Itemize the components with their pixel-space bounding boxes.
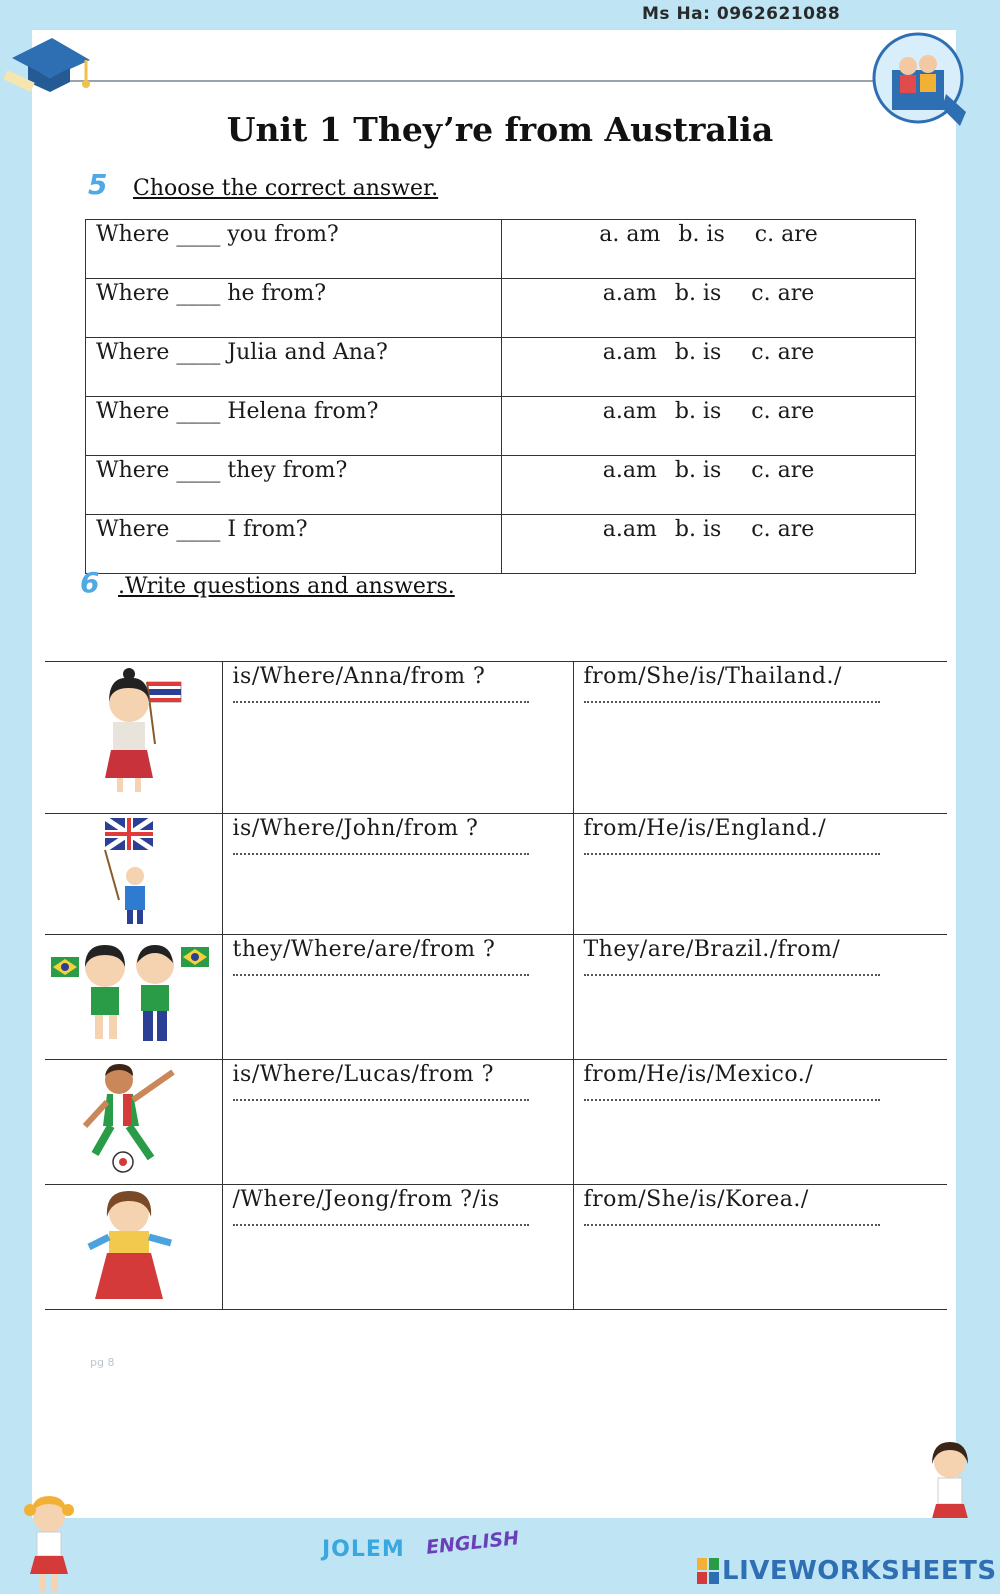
english-brand: ENGLISH [425, 1527, 521, 1559]
teacher-contact: Ms Ha: 0962621088 [642, 4, 841, 24]
table-row [45, 1060, 947, 1185]
section-6-number: 6 [80, 566, 100, 599]
options-cell [502, 279, 916, 338]
table-row [86, 397, 916, 456]
scrambled-question: is/Where/Anna/from ? [232, 664, 486, 689]
scrambled-question: is/Where/John/from ? [232, 816, 479, 841]
choice-table [85, 219, 916, 574]
answer-line[interactable] [584, 962, 880, 976]
table-row [86, 220, 916, 279]
table-row [86, 456, 916, 515]
section-6-instruction: .Write questions and answers. [118, 574, 455, 599]
page-title: Unit 1 They’re from Australia [226, 110, 774, 149]
option-a[interactable]: a.am [602, 458, 657, 483]
scrambled-question: they/Where/are/from ? [232, 937, 496, 962]
option-a[interactable]: a. am [599, 222, 661, 247]
scrambled-answer: from/She/is/Korea./ [583, 1187, 809, 1212]
question-cell: Where ____ he from? [86, 279, 502, 338]
table-row [86, 279, 916, 338]
scrambled-answer: from/She/is/Thailand./ [583, 664, 842, 689]
answer-cell [573, 1185, 947, 1310]
answer-line[interactable] [584, 689, 880, 703]
picture-cell [45, 935, 222, 1060]
option-a[interactable]: a.am [602, 281, 657, 306]
table-row [86, 338, 916, 397]
option-c[interactable]: c. are [751, 517, 815, 542]
scrambled-question: /Where/Jeong/from ?/is [232, 1187, 500, 1212]
answer-line[interactable] [233, 1087, 529, 1101]
answer-cell [573, 935, 947, 1060]
option-c[interactable]: c. are [751, 399, 815, 424]
scrambled-answer: from/He/is/England./ [583, 816, 827, 841]
schoolgirl-left-icon [18, 1494, 80, 1594]
table-row [45, 1185, 947, 1310]
table-row [45, 662, 947, 814]
mexico-soccer-player-icon [47, 1062, 217, 1176]
answer-line[interactable] [233, 962, 529, 976]
table-row [86, 515, 916, 574]
answer-line[interactable] [584, 841, 880, 855]
option-b[interactable]: b. is [674, 458, 722, 483]
korean-girl-hanbok-icon [47, 1187, 217, 1301]
picture-cell [45, 814, 222, 935]
question-cell: Where ____ Helena from? [86, 397, 502, 456]
scrambled-answer: They/are/Brazil./from/ [583, 937, 841, 962]
option-c[interactable]: c. are [751, 281, 815, 306]
question-cell [222, 662, 573, 814]
question-cell: Where ____ they from? [86, 456, 502, 515]
section-5-number: 5 [88, 168, 108, 201]
option-a[interactable]: a.am [602, 340, 657, 365]
liveworksheets-brand[interactable]: LIVEWORKSHEETS [722, 1556, 997, 1586]
answer-cell [573, 662, 947, 814]
answer-line[interactable] [233, 1212, 529, 1226]
answer-line[interactable] [233, 841, 529, 855]
answer-line[interactable] [584, 1212, 880, 1226]
options-cell [502, 220, 916, 279]
answer-line[interactable] [233, 689, 529, 703]
question-cell [222, 1185, 573, 1310]
liveworksheets-logo-icon [697, 1558, 719, 1584]
question-cell [222, 935, 573, 1060]
table-row [45, 814, 947, 935]
option-c[interactable]: c. are [754, 222, 818, 247]
options-cell [502, 456, 916, 515]
picture-cell [45, 1185, 222, 1310]
option-a[interactable]: a.am [602, 399, 657, 424]
question-cell: Where ____ you from? [86, 220, 502, 279]
write-table [45, 661, 947, 1310]
options-cell [502, 515, 916, 574]
answer-cell [573, 1060, 947, 1185]
option-b[interactable]: b. is [674, 399, 722, 424]
question-cell: Where ____ I from? [86, 515, 502, 574]
picture-cell [45, 1060, 222, 1185]
boy-with-uk-flag-icon [47, 816, 217, 926]
option-a[interactable]: a.am [602, 517, 657, 542]
options-cell [502, 338, 916, 397]
picture-cell [45, 662, 222, 814]
top-rule [32, 80, 900, 82]
question-cell [222, 1060, 573, 1185]
option-b[interactable]: b. is [674, 517, 722, 542]
option-b[interactable]: b. is [674, 340, 722, 365]
answer-cell [573, 814, 947, 935]
option-c[interactable]: c. are [751, 458, 815, 483]
section-5-instruction: Choose the correct answer. [133, 176, 439, 201]
thai-girl-with-flag-icon [47, 664, 217, 804]
answer-line[interactable] [584, 1087, 880, 1101]
option-c[interactable]: c. are [751, 340, 815, 365]
scrambled-question: is/Where/Lucas/from ? [232, 1062, 494, 1087]
graduation-cap-icon [4, 30, 94, 100]
option-b[interactable]: b. is [678, 222, 725, 247]
page-mark: pg 8 [90, 1356, 115, 1369]
jolem-brand: JOLEM [322, 1537, 405, 1562]
brazil-kids-with-flags-icon [47, 937, 217, 1051]
option-b[interactable]: b. is [674, 281, 722, 306]
scrambled-answer: from/He/is/Mexico./ [583, 1062, 814, 1087]
question-cell [222, 814, 573, 935]
table-row [45, 935, 947, 1060]
options-cell [502, 397, 916, 456]
question-cell: Where ____ Julia and Ana? [86, 338, 502, 397]
